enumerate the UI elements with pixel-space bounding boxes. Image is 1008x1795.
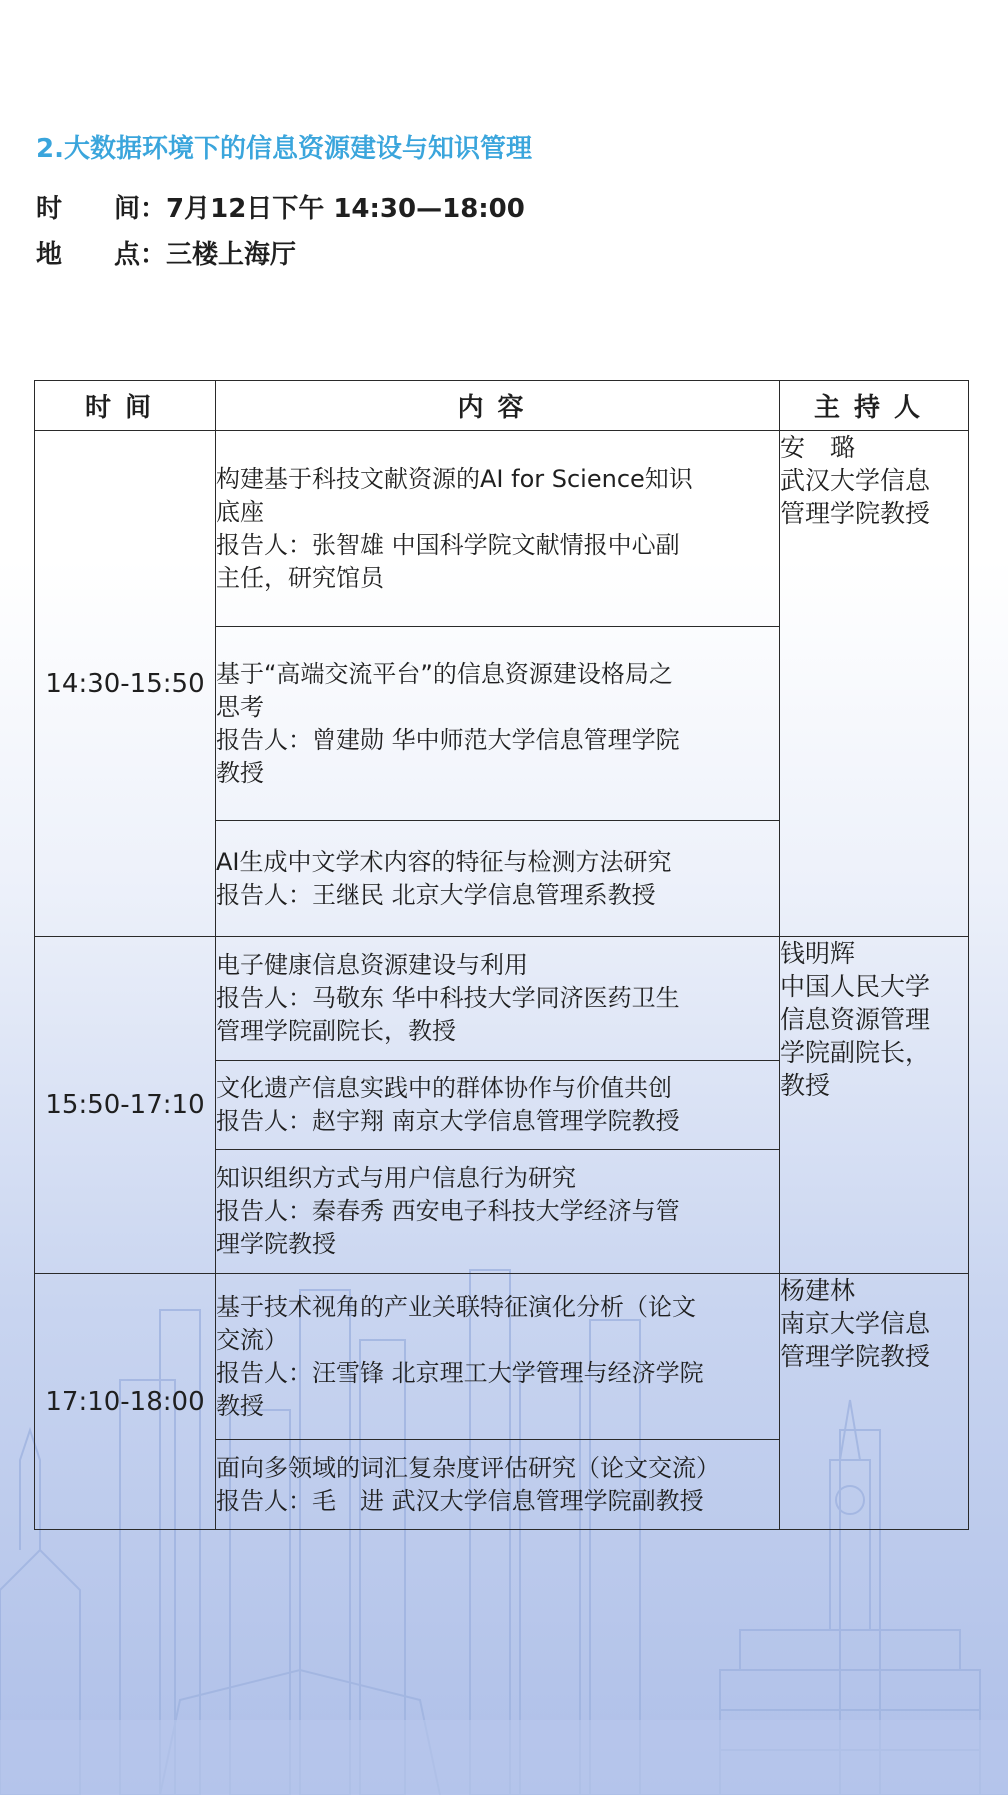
section-title: 2.大数据环境下的信息资源建设与知识管理 [36,134,532,164]
talk-cell [216,627,780,821]
talk-speaker: 报告人：张智雄 中国科学院文献情报中心副 [216,530,680,559]
session-time: 17:10-18:00 [35,1274,216,1530]
talk-speaker: 报告人：王继民 北京大学信息管理系教授 [216,880,656,909]
talk-title: 知识组织方式与用户信息行为研究 [216,1164,576,1192]
talk-title: 面向多领域的词汇复杂度评估研究（论文交流） [216,1453,720,1482]
header-content: 内容 [216,381,780,431]
time-row [36,188,525,225]
session-time: 15:50-17:10 [35,937,216,1274]
talk-cell [216,1150,780,1274]
talk-speaker: 报告人：秦春秀 西安电子科技大学经济与管 [216,1197,680,1225]
host-title: 管理学院教授 [780,499,931,528]
host-title: 中国人民大学 [780,972,931,1001]
host-cell [780,431,969,937]
talk-speaker: 报告人：赵宇翔 南京大学信息管理学院教授 [216,1107,680,1135]
talk-title: 交流） [216,1325,288,1354]
host-title: 武汉大学信息 [780,466,931,495]
talk-speaker: 报告人：汪雪锋 北京理工大学管理与经济学院 [216,1358,704,1387]
talk-cell [216,1274,780,1440]
time-value: 7月12日下午 14:30—18:00 [166,194,525,224]
talk-cell [216,431,780,627]
place-value: 三楼上海厅 [166,240,297,270]
talk-speaker: 教授 [216,758,264,787]
talk-speaker: 报告人：曾建勋 华中师范大学信息管理学院 [216,725,680,754]
table-header-row [35,381,969,431]
host-cell [780,937,969,1274]
talk-title: 文化遗产信息实践中的群体协作与价值共创 [216,1074,672,1102]
host-title: 南京大学信息 [780,1309,931,1338]
talk-title: 底座 [216,497,264,526]
talk-speaker: 理学院教授 [216,1230,336,1258]
talk-speaker: 报告人：马敬东 华中科技大学同济医药卫生 [216,984,680,1012]
talk-cell [216,821,780,937]
table-row [35,1274,969,1440]
host-name: 杨建林 [780,1276,856,1305]
host-title: 学院副院长， [780,1038,931,1067]
header-time: 时间 [35,381,216,431]
host-title: 教授 [780,1071,831,1100]
time-label: 时 间： [36,194,167,224]
host-title: 管理学院教授 [780,1342,931,1371]
talk-title: 构建基于科技文献资源的AI for Science知识 [216,464,693,493]
table-row [35,431,969,627]
table-row [35,937,969,1061]
talk-cell [216,1440,780,1530]
talk-speaker: 报告人：毛 进 武汉大学信息管理学院副教授 [216,1486,704,1515]
session-time: 14:30-15:50 [35,431,216,937]
talk-title: 基于“高端交流平台”的信息资源建设格局之 [216,659,673,688]
talk-speaker: 主任，研究馆员 [216,563,384,592]
header-host: 主持人 [780,381,969,431]
host-name: 钱明辉 [780,939,856,968]
host-cell [780,1274,969,1530]
place-row [36,234,296,271]
talk-cell [216,937,780,1061]
talk-title: 思考 [216,692,264,721]
talk-speaker: 管理学院副院长，教授 [216,1017,456,1045]
host-name: 安 璐 [780,433,856,462]
schedule-table [34,380,969,1530]
place-label: 地 点： [36,240,167,270]
host-title: 信息资源管理 [780,1005,931,1034]
talk-title: 基于技术视角的产业关联特征演化分析（论文 [216,1292,696,1321]
talk-title: AI生成中文学术内容的特征与检测方法研究 [216,847,672,876]
talk-speaker: 教授 [216,1391,264,1420]
talk-title: 电子健康信息资源建设与利用 [216,951,528,979]
talk-cell [216,1061,780,1150]
